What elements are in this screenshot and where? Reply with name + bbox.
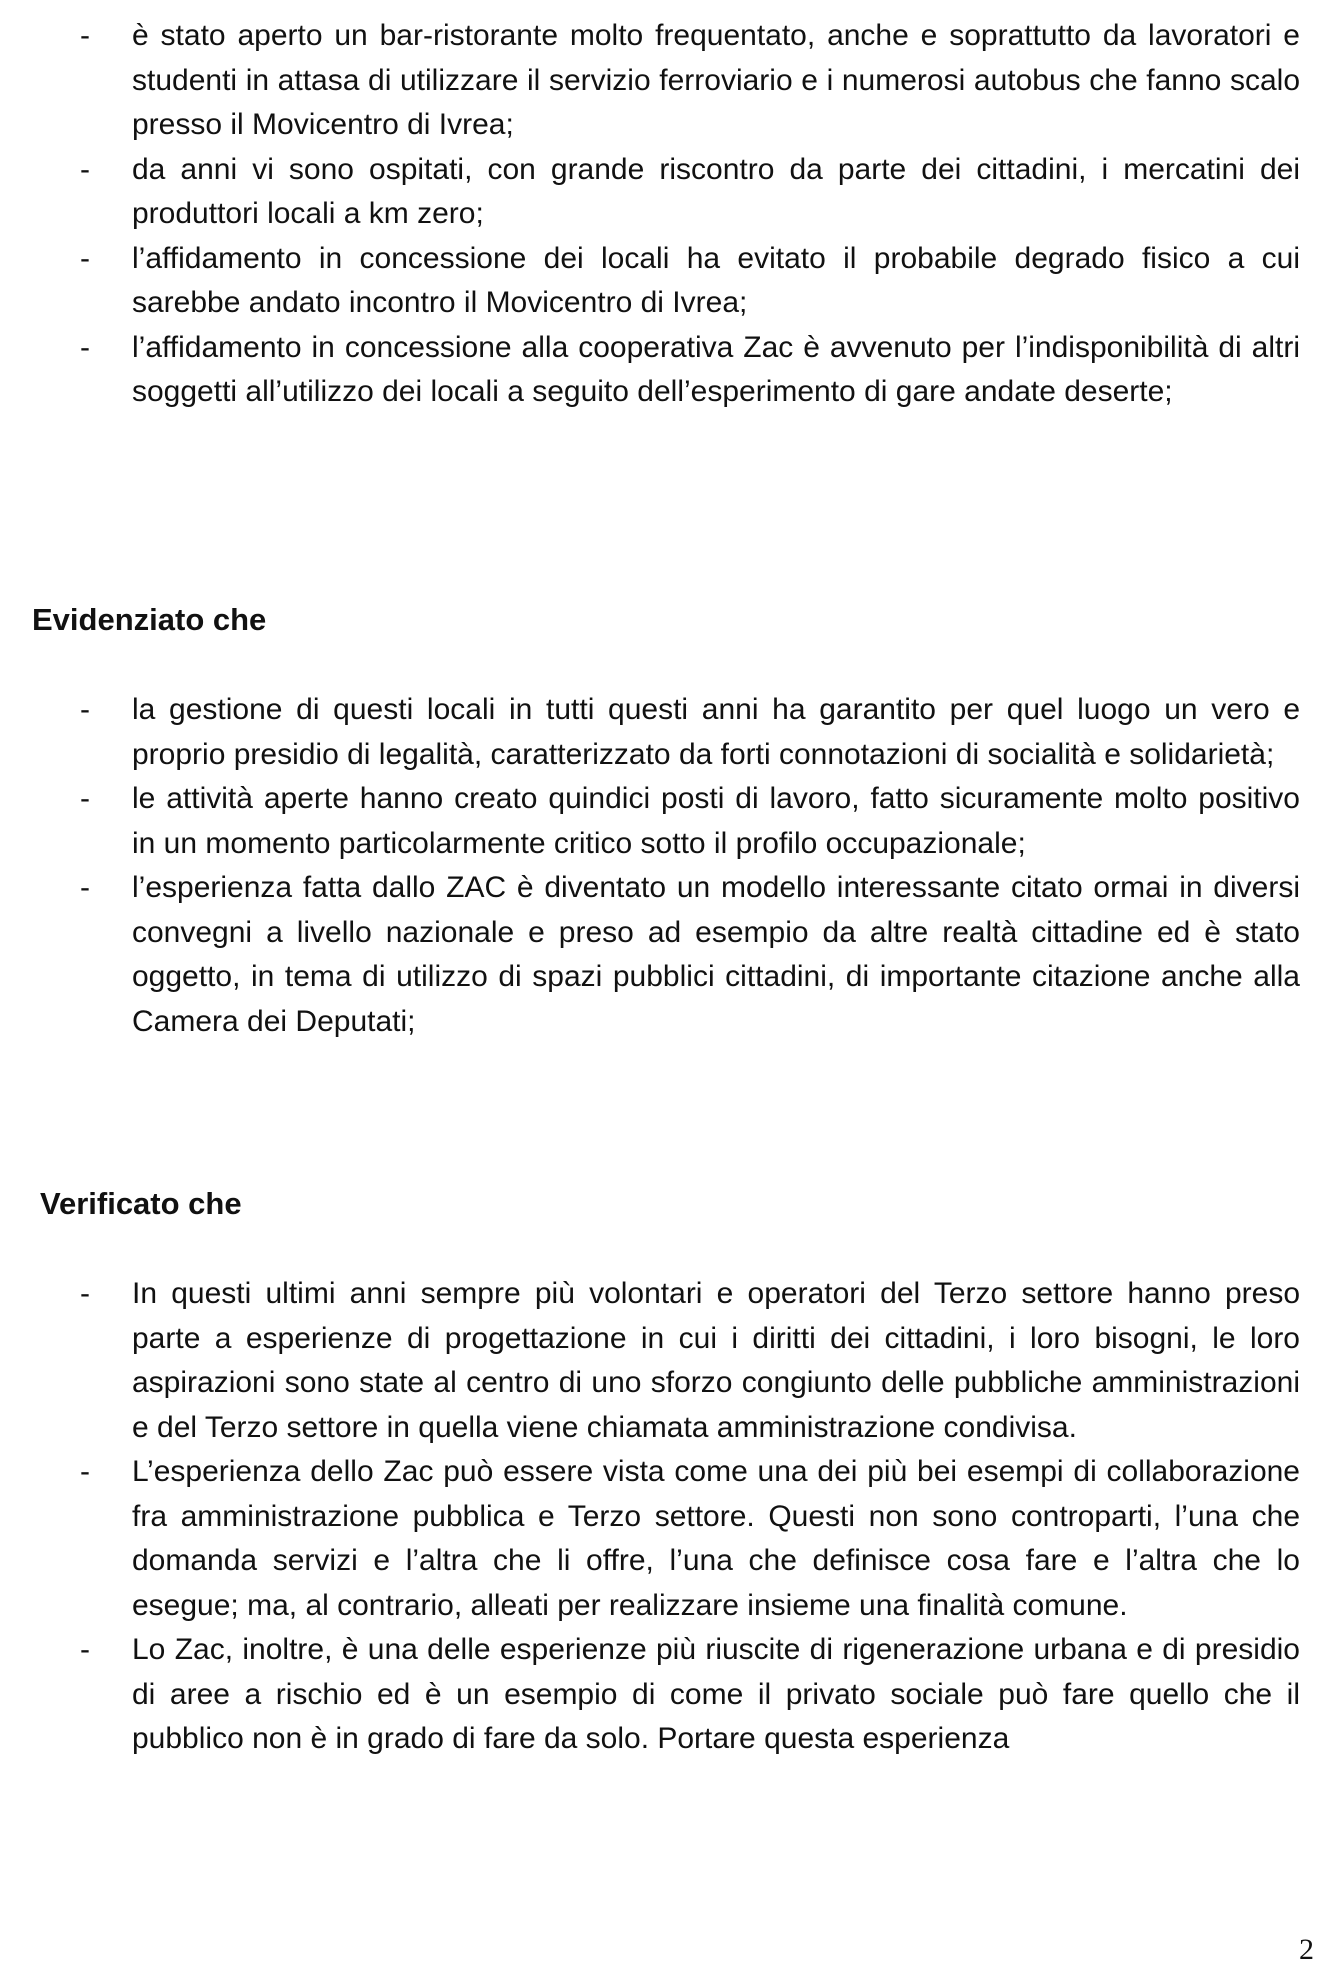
list-item: - L’esperienza dello Zac può essere vista come una dei più bei esempi di collaborazione fra amministrazione pubblica e Terzo settore. Questi non sono controparti, l’una che domanda servizi e l’altra che li offre, l’una che definisce cosa fare e l’altra che lo esegue; ma, al contrario, alleati per realizzare insieme una finalità comune.: [80, 1450, 1300, 1628]
section-heading-verificato: Verificato che: [40, 1186, 242, 1221]
evidenziato-bullet-list: [80, 688, 1300, 1044]
list-item: - In questi ultimi anni sempre più volontari e operatori del Terzo settore hanno preso parte a esperienze di progettazione in cui i diritti dei cittadini, i loro bisogni, le loro aspirazioni sono state al centro di uno sforzo congiunto delle pubbliche amministrazioni e del Terzo settore in quella viene chiamata amministrazione condivisa.: [80, 1272, 1300, 1450]
page-number: 2: [1299, 1933, 1314, 1966]
list-item: - è stato aperto un bar-ristorante molto frequentato, anche e soprattutto da lavoratori e studenti in attasa di utilizzare il servizio ferroviario e i numerosi autobus che fanno scalo presso il Movicentro di Ivrea;: [80, 14, 1300, 148]
list-item: - l’affidamento in concessione dei locali ha evitato il probabile degrado fisico a cui sarebbe andato incontro il Movicentro di Ivrea;: [80, 237, 1300, 326]
list-item: - le attività aperte hanno creato quindici posti di lavoro, fatto sicuramente molto positivo in un momento particolarmente critico sotto il profilo occupazionale;: [80, 777, 1300, 866]
verificato-bullet-list: [80, 1272, 1300, 1762]
list-item: - l’affidamento in concessione alla cooperativa Zac è avvenuto per l’indisponibilità di altri soggetti all’utilizzo dei locali a seguito dell’esperimento di gare andate deserte;: [80, 326, 1300, 415]
section-heading-evidenziato: Evidenziato che: [32, 602, 267, 637]
list-item: - la gestione di questi locali in tutti questi anni ha garantito per quel luogo un vero e proprio presidio di legalità, caratterizzato da forti connotazioni di socialità e solidarietà;: [80, 688, 1300, 777]
list-item: - Lo Zac, inoltre, è una delle esperienze più riuscite di rigenerazione urbana e di presidio di aree a rischio ed è un esempio di come il privato sociale può fare quello che il pubblico non è in grado di fare da solo. Portare questa esperienza: [80, 1628, 1300, 1762]
list-item: - l’esperienza fatta dallo ZAC è diventato un modello interessante citato ormai in diversi convegni a livello nazionale e preso ad esempio da altre realtà cittadine ed è stato oggetto, in tema di utilizzo di spazi pubblici cittadini, di importante citazione anche alla Camera dei Deputati;: [80, 866, 1300, 1044]
intro-bullet-list: [80, 14, 1300, 415]
list-item: - da anni vi sono ospitati, con grande riscontro da parte dei cittadini, i mercatini dei produttori locali a km zero;: [80, 148, 1300, 237]
